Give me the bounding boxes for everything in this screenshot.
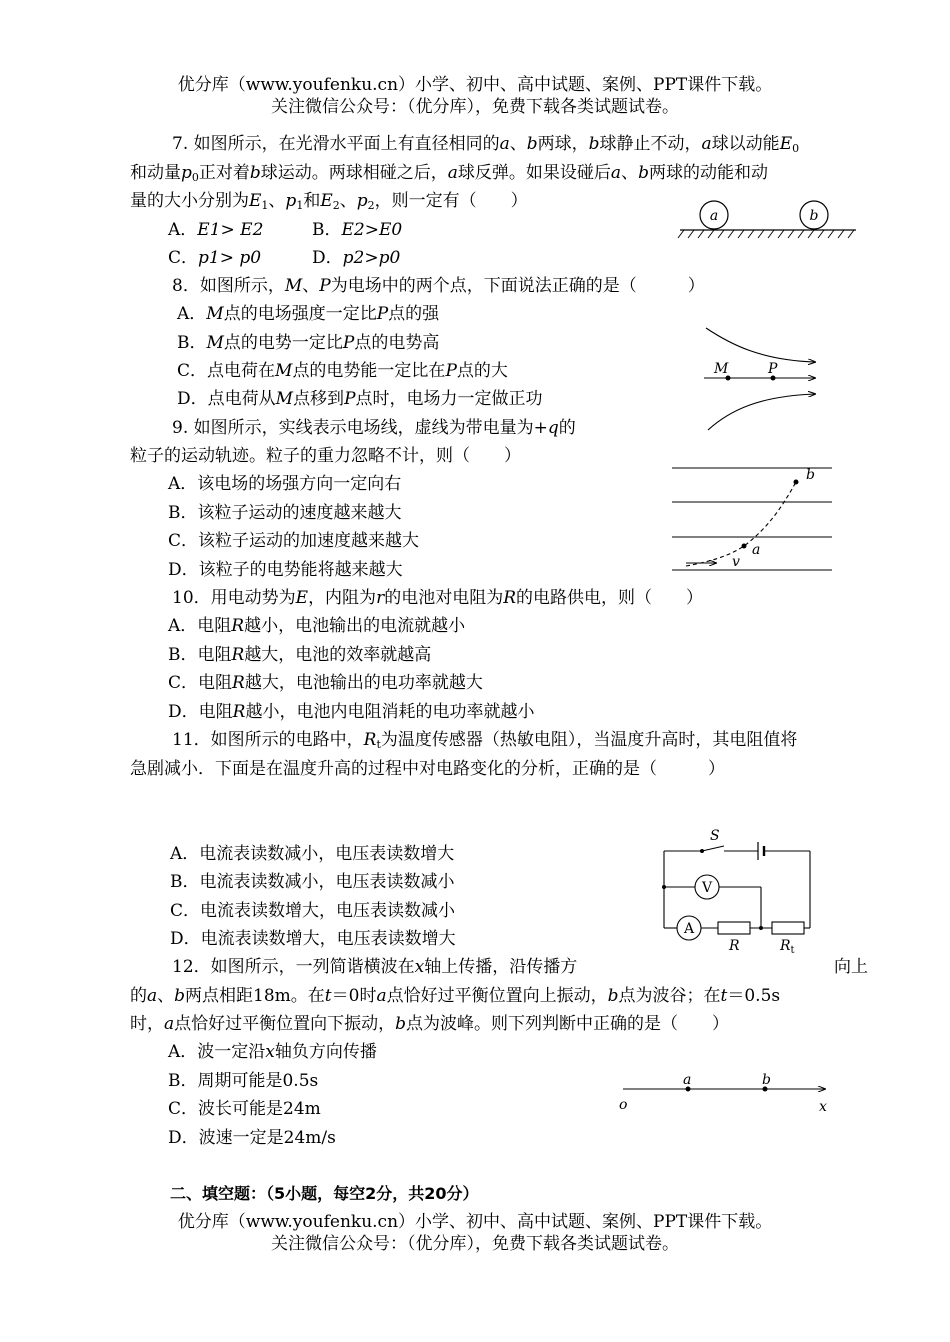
x-axis-label: x (819, 1099, 827, 1115)
q9-stem-2: 粒子的运动轨迹。粒子的重力忽略不计，则（ ） (130, 446, 521, 466)
q9-figure-trajectory (670, 462, 835, 577)
origin-label: o (619, 1097, 628, 1113)
q11-option-b[interactable]: B．电流表读数减小，电压表读数减小 (170, 872, 455, 892)
q8-option-b[interactable]: B．M点的电势一定比P点的电势高 (177, 333, 440, 353)
q9-stem-1: 9. 如图所示，实线表示电场线，虚线为带电量为+q的 (172, 418, 576, 438)
q8-option-d[interactable]: D．点电荷从M点移到P点时，电场力一定做正功 (177, 389, 543, 409)
q9-option-c[interactable]: C．该粒子运动的加速度越来越大 (168, 531, 420, 551)
point-p-label: P (768, 361, 778, 377)
q10-option-a[interactable]: A．电阻R越小，电池输出的电流就越小 (168, 616, 466, 636)
resistor-r (718, 922, 750, 934)
q7-option-d[interactable]: D．p2>p0 (312, 248, 401, 268)
point-b (794, 480, 799, 485)
resistor-rt-label: $R_t$ (780, 938, 795, 956)
q12-stem-1-end: 向上 (834, 957, 868, 977)
q8-figure-field (700, 322, 825, 437)
q7-line-3: 量的大小分别为$E_1$、$p_1$和$E_2$、$p_2$，则一定有（ ） (130, 191, 528, 212)
q11-option-c[interactable]: C．电流表读数增大，电压表读数减小 (170, 901, 456, 921)
q12-option-d[interactable]: D．波速一定是24m/s (168, 1128, 336, 1148)
q7-figure-balls (676, 198, 861, 240)
q10-option-b[interactable]: B．电阻R越大，电池的效率就越高 (168, 645, 432, 665)
field-line-top (706, 328, 815, 362)
point-a (742, 544, 747, 549)
q10-option-c[interactable]: C．电阻R越大，电池输出的电功率就越大 (168, 673, 483, 693)
switch-label: S (710, 828, 720, 844)
point-m-label: M (714, 361, 729, 377)
q7-option-a[interactable]: A．E1> E2 (168, 220, 264, 240)
footer-line-2: 关注微信公众号：（优分库），免费下载各类试题试卷。 (271, 1234, 679, 1254)
q7-line-2: 和动量$p_0$正对着b球运动。两球相碰之后，a球反弹。如果设碰后a、b两球的动能和动 (130, 163, 768, 184)
trajectory-path (686, 482, 796, 566)
header-line-2: 关注微信公众号：（优分库），免费下载各类试题试卷。 (271, 97, 679, 117)
q12-figure-axis (615, 1068, 835, 1118)
point-a-label: a (683, 1072, 692, 1088)
velocity-label: v (732, 554, 740, 570)
point-b-label: b (806, 467, 815, 483)
section-2-heading: 二、填空题：（5小题，每空2分，共20分） (170, 1184, 479, 1203)
q12-option-a[interactable]: A．波一定沿x轴负方向传播 (168, 1042, 377, 1062)
q7-option-b[interactable]: B．E2>E0 (312, 220, 403, 240)
voltmeter-label: V (701, 880, 713, 896)
q11-figure-circuit (660, 826, 815, 954)
q11-stem-2: 急剧减小．下面是在温度升高的过程中对电路变化的分析，正确的是（ ） (130, 759, 725, 779)
point-a-label: a (752, 542, 761, 558)
q11-option-a[interactable]: A．电流表读数减小，电压表读数增大 (170, 844, 455, 864)
resistor-rt (772, 922, 804, 934)
q8-option-a[interactable]: A．M点的电场强度一定比P点的强 (177, 304, 440, 324)
q11-option-d[interactable]: D．电流表读数增大，电压表读数增大 (170, 929, 456, 949)
q7-option-c[interactable]: C．p1> p0 (168, 248, 262, 268)
ball-a-label: a (709, 208, 719, 224)
switch-s (702, 846, 724, 851)
q7-line-1: 7. 如图所示，在光滑水平面上有直径相同的a、b两球，b球静止不动，a球以动能$E_0$ (172, 134, 800, 155)
q8-stem: 8．如图所示，M、P为电场中的两个点，下面说法正确的是（ ） (172, 276, 705, 296)
ball-b-label: b (809, 208, 819, 224)
footer-line-1: 优分库（www.youfenku.cn）小学、初中、高中试题、案例、PPT课件下载。 (177, 1212, 773, 1232)
q9-option-a[interactable]: A．该电场的场强方向一定向右 (168, 474, 402, 494)
q12-stem-2: 的a、b两点相距18m。在t＝0时a点恰好过平衡位置向上振动，b点为波谷；在t＝0.5s (130, 986, 781, 1006)
q11-stem-1: 11．如图所示的电路中，$R_t$为温度传感器（热敏电阻），当温度升高时，其电阻值将 (172, 730, 798, 751)
q9-option-d[interactable]: D．该粒子的电势能将越来越大 (168, 560, 403, 580)
q12-option-b[interactable]: B．周期可能是0.5s (168, 1071, 319, 1091)
ammeter-label: A (683, 921, 695, 937)
q10-option-d[interactable]: D．电阻R越小，电池内电阻消耗的电功率就越小 (168, 702, 535, 722)
point-b-label: b (762, 1072, 771, 1088)
q12-stem-1: 12．如图所示，一列简谐横波在x轴上传播，沿传播方 (172, 957, 578, 977)
resistor-r-label: R (729, 938, 740, 954)
field-line-bottom (708, 394, 815, 430)
q8-option-c[interactable]: C．点电荷在M点的电势能一定比在P点的大 (177, 361, 508, 381)
q12-option-c[interactable]: C．波长可能是24m (168, 1099, 321, 1119)
q10-stem: 10．用电动势为E，内阻为r的电池对电阻为R的电路供电，则（ ） (172, 588, 704, 608)
q12-stem-3: 时，a点恰好过平衡位置向下振动，b点为波峰。则下列判断中正确的是（ ） (130, 1014, 730, 1034)
q9-option-b[interactable]: B．该粒子运动的速度越来越大 (168, 503, 402, 523)
header-line-1: 优分库（www.youfenku.cn）小学、初中、高中试题、案例、PPT课件下载。 (177, 75, 773, 95)
